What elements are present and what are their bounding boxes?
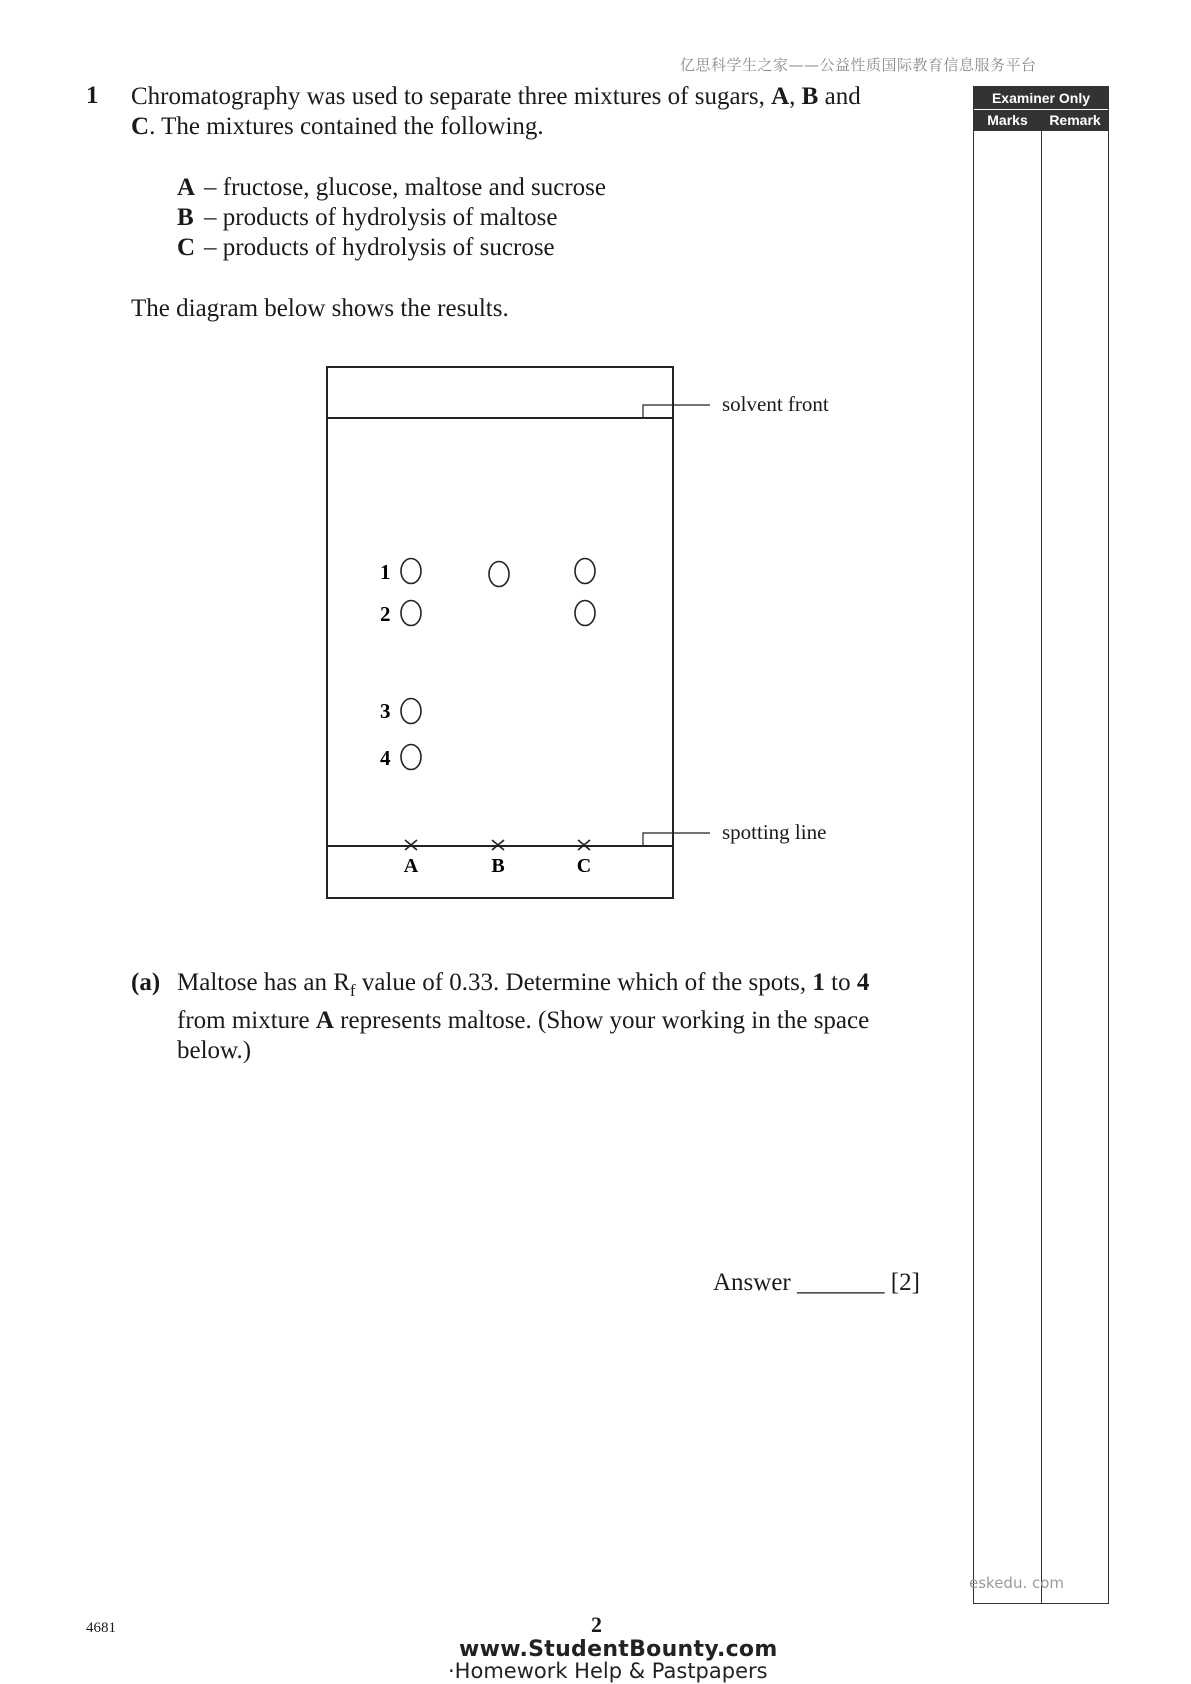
examiner-only-column xyxy=(973,86,1109,1604)
question-intro: Chromatography was used to separate three mixtures of sugars, A, B and C. The mixtures contained the following. xyxy=(131,83,861,140)
spot-number: 3 xyxy=(380,699,391,723)
spot-number: 2 xyxy=(380,602,391,626)
diagram-caption: The diagram below shows the results. xyxy=(131,295,509,322)
studentbounty-link[interactable]: www.StudentBounty.com xyxy=(459,1637,778,1662)
spot-b1 xyxy=(489,562,509,587)
lane-label-a: A xyxy=(403,855,419,877)
examiner-only-header: Examiner Only xyxy=(974,87,1108,109)
marks-header: Marks xyxy=(974,110,1041,131)
lane-label-b: B xyxy=(491,855,505,877)
spotting-line-leader xyxy=(643,833,710,846)
spot-a3 xyxy=(401,699,421,724)
part-a-label: (a) xyxy=(131,969,161,996)
spot-number: 4 xyxy=(380,746,391,770)
spot-a1 xyxy=(401,559,421,584)
mixture-list xyxy=(177,173,606,263)
lane-label-c: C xyxy=(576,855,592,877)
mixture-item: A – fructose, glucose, maltose and sucrose xyxy=(177,174,606,201)
remark-header: Remark xyxy=(1042,110,1108,131)
header-watermark: 亿思科学生之家——公益性质国际教育信息服务平台 xyxy=(680,56,1037,74)
solvent-front-leader xyxy=(643,405,710,418)
spot-number: 1 xyxy=(380,560,391,584)
chromatography-paper xyxy=(327,367,673,898)
marks-remark-divider xyxy=(1041,110,1042,1603)
solvent-front-label: solvent front xyxy=(722,392,829,416)
paper-code: 4681 xyxy=(86,1620,116,1636)
spot-c1 xyxy=(575,559,595,584)
spot-origin-marks xyxy=(405,840,590,850)
mixture-item: B – products of hydrolysis of maltose xyxy=(177,204,558,231)
spot-a2 xyxy=(401,601,421,626)
spot-a4 xyxy=(401,745,421,770)
part-a-question: Maltose has an $R_f$ value of 0.33. Determine which of the spots, 1 to 4 from mixture A represents maltose. (Show your working in the space below.) xyxy=(177,969,870,1064)
spot-c2 xyxy=(575,601,595,626)
spotting-line-label: spotting line xyxy=(722,820,827,844)
page-number: 2 xyxy=(591,1612,602,1637)
answer-line[interactable]: Answer _______ [2] xyxy=(713,1269,920,1296)
eskedu-watermark: eskedu. com xyxy=(969,1574,1065,1592)
question-number: 1 xyxy=(86,82,99,109)
studentbounty-tagline: ·Homework Help & Pastpapers xyxy=(448,1659,768,1683)
mixture-item: C – products of hydrolysis of sucrose xyxy=(177,234,555,261)
